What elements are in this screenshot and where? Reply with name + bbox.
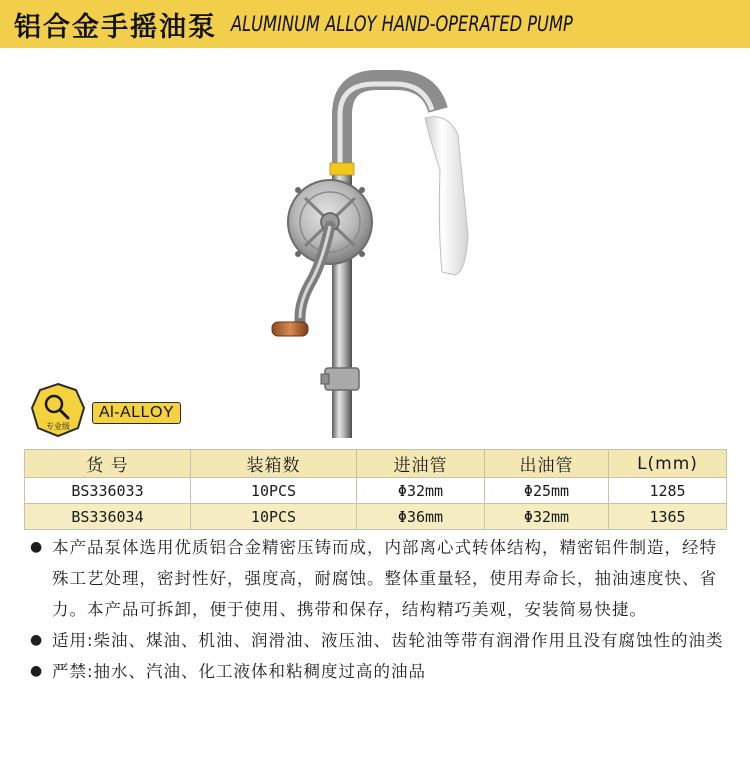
note-prohibited: 严禁:抽水、汽油、化工液体和粘稠度过高的油品: [52, 662, 427, 681]
list-item: [30, 656, 730, 687]
list-item: [30, 625, 730, 656]
table-row: [25, 478, 727, 504]
professional-grade-badge: [30, 382, 86, 438]
cell-length: 1365: [609, 504, 727, 530]
hand-pump-illustration: [0, 48, 750, 448]
cell-outlet: Φ32mm: [485, 504, 609, 530]
cell-length: 1285: [609, 478, 727, 504]
title-english: ALUMINUM ALLOY HAND-OPERATED PUMP: [231, 12, 573, 36]
cell-model: BS336034: [25, 504, 191, 530]
cell-outlet: Φ25mm: [485, 478, 609, 504]
col-outlet-pipe: 出油管: [485, 450, 609, 478]
col-length: L(mm): [609, 450, 727, 478]
note-applicable: 适用:柴油、煤油、机油、润滑油、液压油、齿轮油等带有润滑作用且没有腐蚀性的油类: [52, 631, 724, 650]
table-row: [25, 504, 727, 530]
note-description: 本产品泵体选用优质铝合金精密压铸而成，内部离心式转体结构，精密铝件制造，经特殊工艺处理，密封性好，强度高，耐腐蚀。整体重量轻，使用寿命长，抽油速度快、省力。本产品可拆卸，便于使用、携带和保存，结构精巧美观，安装简易快捷。: [52, 538, 717, 619]
product-image: [0, 48, 750, 448]
cell-packing: 10PCS: [191, 478, 357, 504]
cell-packing: 10PCS: [191, 504, 357, 530]
bullet-icon: ●: [30, 663, 43, 679]
spec-table-header: [25, 450, 727, 478]
cell-model: BS336033: [25, 478, 191, 504]
cell-inlet: Φ36mm: [357, 504, 485, 530]
spec-table: [24, 449, 727, 530]
col-inlet-pipe: 进油管: [357, 450, 485, 478]
material-label: Al-ALLOY: [92, 402, 181, 424]
title-bar: [0, 0, 750, 48]
col-packing: 装箱数: [191, 450, 357, 478]
cell-inlet: Φ32mm: [357, 478, 485, 504]
description-list: [30, 532, 730, 687]
title-chinese: 铝合金手摇油泵: [14, 11, 217, 43]
bullet-icon: ●: [30, 539, 43, 555]
col-model: 货 号: [25, 450, 191, 478]
bullet-icon: ●: [30, 632, 43, 648]
badge-label: 专业级: [46, 422, 70, 431]
list-item: [30, 532, 730, 625]
